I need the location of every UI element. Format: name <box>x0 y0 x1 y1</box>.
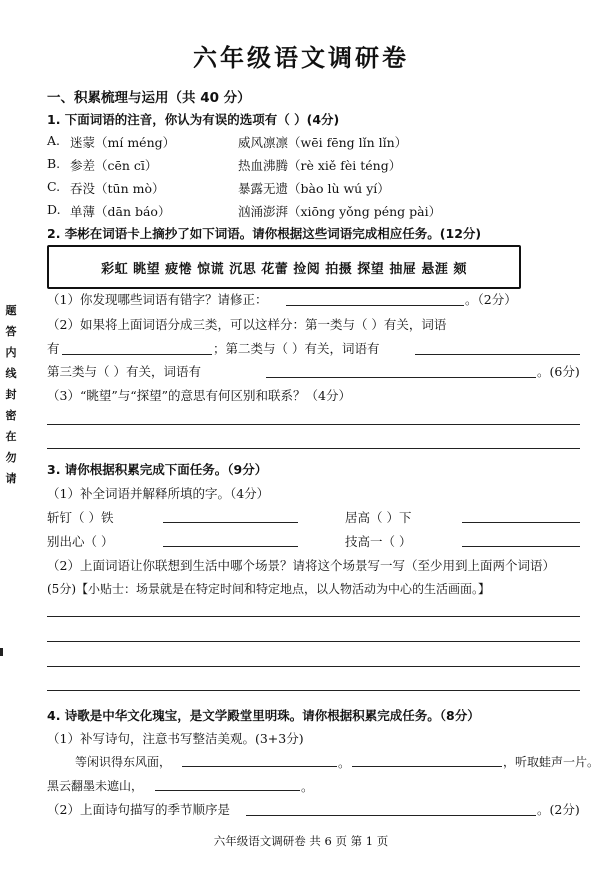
answer-line[interactable] <box>47 641 580 642</box>
poem-line-1c: ，听取蛙声一片。 <box>503 755 600 769</box>
q2-sub2-end: 。(6分) <box>537 364 580 379</box>
option-c-label: C. <box>47 179 61 194</box>
binding-char: 请 <box>5 472 17 485</box>
binding-char: 线 <box>5 367 17 380</box>
answer-line[interactable] <box>266 377 536 378</box>
answer-line[interactable] <box>182 766 337 767</box>
answer-line[interactable] <box>462 546 580 547</box>
binding-char: 勿 <box>5 451 17 464</box>
idiom-4: 技高一（ ） <box>345 534 412 549</box>
answer-line[interactable] <box>62 354 212 355</box>
idiom-1: 斩钉（ ）铁 <box>47 510 114 525</box>
q2-sub1-end: 。（2分） <box>465 292 517 307</box>
q3-sub2-line1: （2）上面词语让你联想到生活中哪个场景？请将这个场景写一写（至少用到上面两个词语） <box>47 558 555 573</box>
option-b-label: B. <box>47 156 61 171</box>
binding-char: 内 <box>5 346 17 359</box>
q2-sub2-line2b: ；第二类与（ ）有关，词语有 <box>213 341 380 356</box>
option-b-right: 热血沸腾（rè xiě fèi téng） <box>238 158 402 173</box>
option-d-left: 单薄（dān báo） <box>70 204 171 219</box>
poem-line-2a: 黑云翻墨未遮山， <box>47 779 144 793</box>
q2-sub2-line2a: 有 <box>47 341 60 356</box>
question-1-stem: 1. 下面词语的注音，你认为有误的选项有（ ）(4分) <box>47 112 340 127</box>
option-c-left: 吞没（tūn mò） <box>70 181 165 196</box>
binding-char: 题 <box>5 304 17 317</box>
question-4-stem: 4. 诗歌是中华文化瑰宝，是文学殿堂里明珠。请你根据积累完成任务。（8分） <box>47 708 480 723</box>
answer-line[interactable] <box>163 546 298 547</box>
answer-line[interactable] <box>47 448 580 449</box>
answer-line[interactable] <box>462 522 580 523</box>
q2-sub2-line1: （2）如果将上面词语分成三类，可以这样分：第一类与（ ）有关，词语 <box>47 317 447 332</box>
q2-sub3: （3）“眺望”与“探望”的意思有何区别和联系？（4分） <box>47 388 351 403</box>
q4-sub2-end: 。(2分) <box>537 802 580 817</box>
word-card-words: 彩虹 眺望 疲惓 惊谎 沉思 花蕾 捡阅 拍摄 探望 抽屉 悬涯 颏 <box>101 262 467 277</box>
page-footer: 六年级语文调研卷 共 6 页 第 1 页 <box>213 834 389 848</box>
option-d-label: D. <box>47 202 61 217</box>
answer-line[interactable] <box>47 424 580 425</box>
q3-sub1: （1）补全词语并解释所填的字。（4分） <box>47 486 270 501</box>
binding-char: 答 <box>5 325 17 338</box>
binding-warning <box>4 300 18 489</box>
option-c-right: 暴露无遗（bào lù wú yí） <box>238 181 390 196</box>
question-2-stem: 2. 李彬在词语卡上摘抄了如下词语。请你根据这些词语完成相应任务。(12分) <box>47 226 482 241</box>
binding-char: 密 <box>5 409 17 422</box>
answer-line[interactable] <box>286 305 464 306</box>
answer-line[interactable] <box>47 666 580 667</box>
option-a-right: 威风凛凛（wēi fēng lǐn lǐn） <box>238 135 408 150</box>
idiom-2: 居高（ ）下 <box>345 510 412 525</box>
option-a-left: 迷蒙（mí méng） <box>70 135 176 150</box>
option-b-left: 参差（cēn cī） <box>70 158 158 173</box>
q2-sub2-line3: 第三类与（ ）有关，词语有 <box>47 364 201 379</box>
option-a-label: A. <box>47 133 61 148</box>
question-3-stem: 3. 请你根据积累完成下面任务。（9分） <box>47 462 268 477</box>
answer-line[interactable] <box>415 354 580 355</box>
poem-line-2b: 。 <box>301 779 314 794</box>
idiom-3: 别出心（ ） <box>47 534 114 549</box>
answer-line[interactable] <box>163 522 298 523</box>
poem-line-1b: 。 <box>338 755 351 770</box>
binding-char: 在 <box>5 430 17 443</box>
section-heading: 一、积累梳理与运用（共 40 分） <box>47 90 251 106</box>
answer-line[interactable] <box>47 616 580 617</box>
q2-sub1: （1）你发现哪些词语有错字？请修正： <box>47 292 268 307</box>
page-title: 六年级语文调研卷 <box>193 43 409 72</box>
binding-char: 封 <box>5 388 17 401</box>
answer-line[interactable] <box>155 790 300 791</box>
q4-sub1: （1）补写诗句，注意书写整洁美观。(3+3分) <box>47 731 304 746</box>
binding-mark <box>0 648 3 656</box>
option-d-right: 汹涌澎湃（xiōng yǒng péng pài） <box>238 204 442 219</box>
poem-line-1a: 等闲识得东风面， <box>75 755 172 769</box>
answer-line[interactable] <box>246 815 536 816</box>
word-card-box <box>47 245 521 289</box>
answer-line[interactable] <box>47 690 580 691</box>
answer-line[interactable] <box>352 766 502 767</box>
q3-sub2-line2: (5分)【小贴士：场景就是在特定时间和特定地点，以人物活动为中心的生活画面。】 <box>47 582 491 596</box>
q4-sub2: （2）上面诗句描写的季节顺序是 <box>47 802 230 817</box>
